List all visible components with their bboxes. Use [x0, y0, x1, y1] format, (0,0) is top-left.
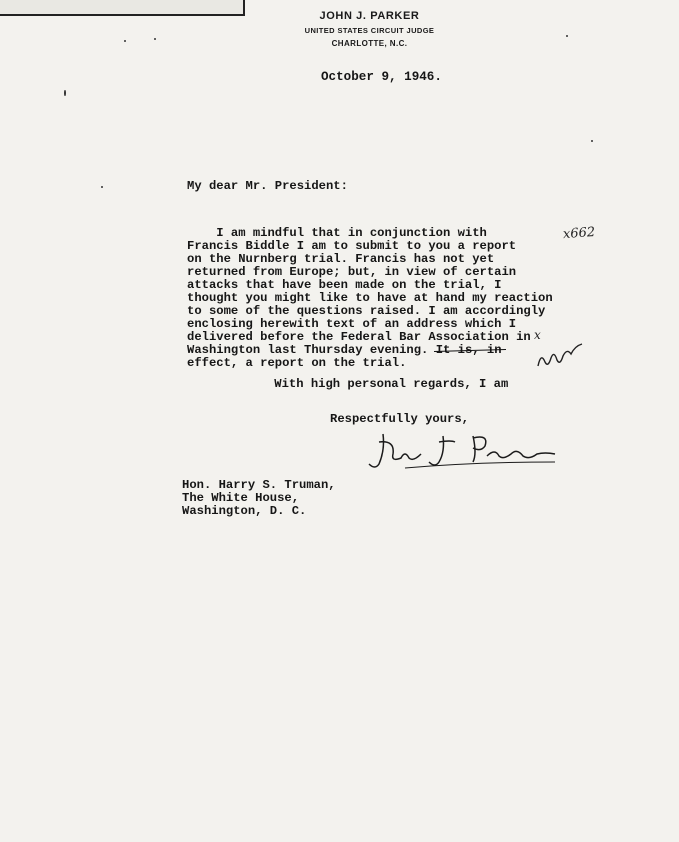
- paper-speck: [64, 90, 66, 96]
- letterhead-location: CHARLOTTE, N.C.: [331, 39, 408, 48]
- body-line: delivered before the Federal Bar Association in: [187, 330, 531, 344]
- paper-speck: [566, 35, 568, 37]
- body-line: Francis Biddle I am to submit to you a report: [187, 239, 517, 253]
- body-line: Washington last Thursday evening.: [187, 343, 429, 357]
- body-line-with-strike: [187, 344, 502, 356]
- paper-speck: [591, 140, 593, 142]
- body-line: returned from Europe; but, in view of certain: [187, 265, 517, 279]
- body-line: attacks that have been made on the trial, I: [187, 278, 502, 292]
- signature: [365, 428, 560, 473]
- addressee-name: Hon. Harry S. Truman,: [182, 478, 336, 492]
- closing-line: With high personal regards, I am: [245, 377, 509, 391]
- x-mark-note: x: [534, 328, 541, 342]
- letterhead-name: JOHN J. PARKER: [319, 10, 420, 22]
- letterhead-title: UNITED STATES CIRCUIT JUDGE: [304, 26, 435, 35]
- letter-date: October 9, 1946.: [321, 70, 442, 84]
- body-line: I am mindful that in conjunction with: [187, 226, 487, 240]
- paper-speck: [154, 38, 156, 40]
- addressee-org: The White House,: [182, 491, 300, 505]
- struck-text: It is, in: [435, 343, 502, 357]
- paper-speck: [124, 40, 126, 42]
- body-line: thought you might like to have at hand my reaction: [187, 291, 553, 305]
- paper-speck: [101, 186, 103, 188]
- complimentary-close: Respectfully yours,: [330, 412, 469, 426]
- addressee-city: Washington, D. C.: [182, 504, 307, 518]
- salutation: My dear Mr. President:: [187, 179, 348, 193]
- body-line: to some of the questions raised. I am accordingly: [187, 304, 546, 318]
- body-line: enclosing herewith text of an address which I: [187, 317, 517, 331]
- body-line: on the Nurnberg trial. Francis has not yet: [187, 252, 495, 266]
- handwritten-initials: [535, 342, 585, 372]
- body-line: effect, a report on the trial.: [187, 356, 407, 370]
- file-reference-note: x662: [562, 224, 596, 243]
